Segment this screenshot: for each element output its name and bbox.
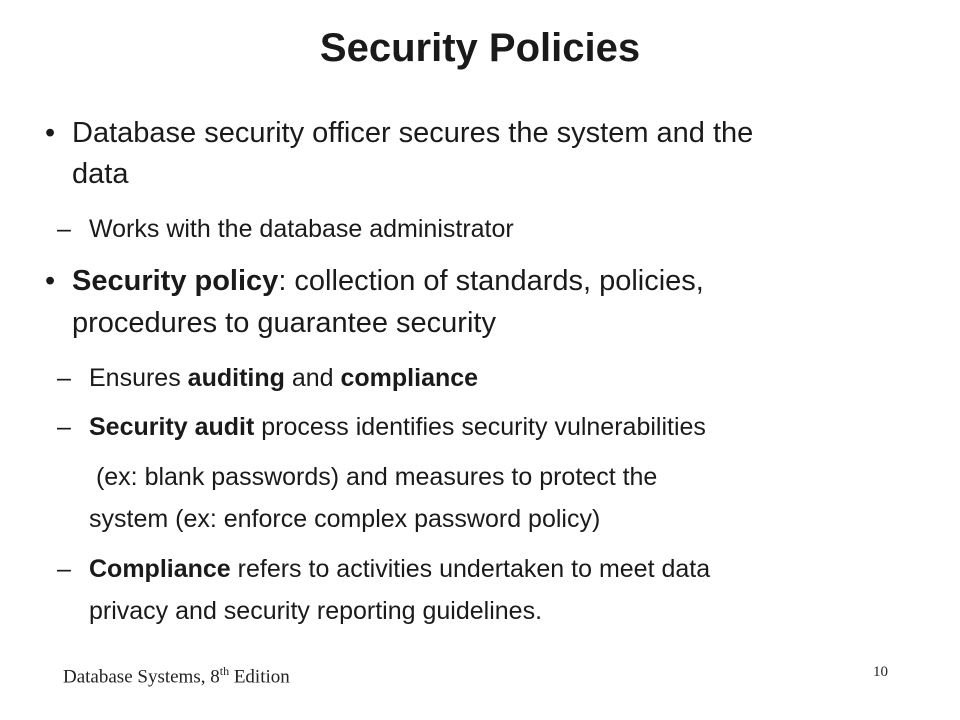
bullet-1-row-2 <box>72 155 952 193</box>
bullet-2-text-line-2: procedures to guarantee security <box>72 307 496 339</box>
term-auditing: auditing <box>187 364 285 392</box>
sub-2-continuation-1: (ex: blank passwords) and measures to protect the <box>89 463 658 491</box>
term-compliance-def: Compliance <box>89 555 231 583</box>
bullet-2-sub-3-cont <box>89 595 939 628</box>
footer-book-title <box>63 664 290 688</box>
dash-marker: – <box>57 555 71 583</box>
sub-2-continuation-2: system (ex: enforce complex password policy) <box>89 505 601 533</box>
bullet-2-sub-2-cont-1 <box>89 461 939 494</box>
sub-1-text: Works with the database administrator <box>89 215 514 243</box>
sub-text: refers to activities undertaken to meet data <box>230 555 711 583</box>
sub-text: and <box>284 364 341 392</box>
bullet-1-row-1 <box>45 114 925 152</box>
bullet-2-sub-2 <box>57 411 947 444</box>
dash-marker: – <box>57 215 71 243</box>
term-security-audit: Security audit <box>89 413 255 441</box>
bullet-1-text-line-1: Database security officer secures the system and the <box>72 117 754 149</box>
bullet-marker: • <box>45 265 56 297</box>
footer-book-suffix: Edition <box>229 666 290 688</box>
sub-text: Ensures <box>89 364 188 392</box>
sub-text: process identifies security vulnerabilities <box>254 413 706 441</box>
sub-3-continuation: privacy and security reporting guidelines. <box>89 597 543 625</box>
slide-title: Security Policies <box>319 26 641 70</box>
bullet-2-sub-2-cont-2 <box>89 503 939 536</box>
bullet-2-row-1 <box>45 262 925 300</box>
bullet-1-text-line-2: data <box>72 158 129 190</box>
dash-marker: – <box>57 364 71 392</box>
term-compliance: compliance <box>340 364 479 392</box>
term-security-policy: Security policy <box>72 265 279 297</box>
dash-marker: – <box>57 413 71 441</box>
bullet-2-sub-3 <box>57 553 947 586</box>
bullet-1-sub-1 <box>57 213 947 246</box>
footer-book-prefix: Database Systems, 8 <box>63 666 220 688</box>
footer-book-sup: th <box>219 664 230 678</box>
bullet-2-text-line-1: : collection of standards, policies, <box>278 265 704 297</box>
bullet-2-sub-1 <box>57 362 947 395</box>
bullet-marker: • <box>45 117 56 149</box>
page-number: 10 <box>873 664 888 680</box>
bullet-2-row-2 <box>72 304 952 342</box>
